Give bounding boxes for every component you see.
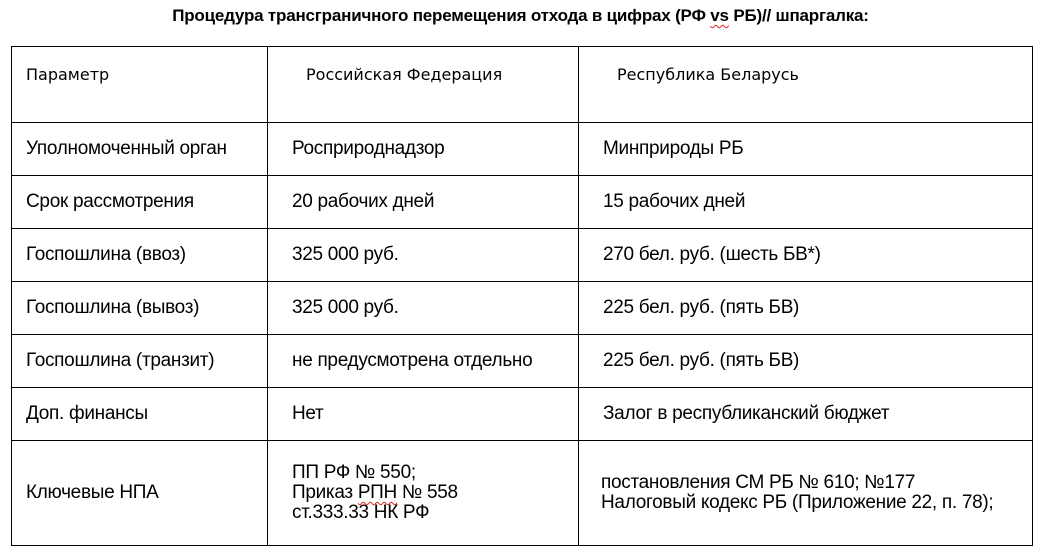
row-belarus-value: 225 бел. руб. (пять БВ) <box>579 335 1033 388</box>
spellcheck-marked-word: РПН <box>357 482 397 503</box>
row-russia-value: не предусмотрена отдельно <box>268 335 579 388</box>
row-russia-value: 325 000 руб. <box>268 229 579 282</box>
row-russia-value <box>268 441 579 546</box>
row-parameter: Госпошлина (вывоз) <box>12 282 268 335</box>
row-russia-value: 20 рабочих дней <box>268 176 579 229</box>
row-parameter: Ключевые НПА <box>12 441 268 546</box>
table-row <box>12 282 1033 335</box>
row-belarus-value <box>579 441 1033 546</box>
row-parameter: Доп. финансы <box>12 388 268 441</box>
header-belarus: Республика Беларусь <box>579 47 1033 123</box>
table-row <box>12 388 1033 441</box>
row-belarus-value: 225 бел. руб. (пять БВ) <box>579 282 1033 335</box>
russia-act-line: ПП РФ № 550; <box>292 462 416 483</box>
header-parameter: Параметр <box>12 47 268 123</box>
table-row <box>12 335 1033 388</box>
row-russia-value: 325 000 руб. <box>268 282 579 335</box>
row-russia-value: Нет <box>268 388 579 441</box>
row-belarus-value: Залог в республиканский бюджет <box>579 388 1033 441</box>
row-belarus-value: Минприроды РБ <box>579 123 1033 176</box>
comparison-table <box>11 46 1033 546</box>
row-parameter: Госпошлина (транзит) <box>12 335 268 388</box>
table-header-row <box>12 47 1033 123</box>
row-belarus-value: 270 бел. руб. (шесть БВ*) <box>579 229 1033 282</box>
spellcheck-marked-word: vs <box>710 6 729 25</box>
russia-act-line: Приказ РПН № 558 <box>292 482 458 503</box>
row-parameter: Уполномоченный орган <box>12 123 268 176</box>
table-row <box>12 123 1033 176</box>
belarus-act-line: постановления СМ РБ № 610; №177 <box>601 472 916 493</box>
table-row <box>12 229 1033 282</box>
belarus-act-line: Налоговый кодекс РБ (Приложение 22, п. 78); <box>601 492 994 513</box>
row-parameter: Срок рассмотрения <box>12 176 268 229</box>
row-belarus-value: 15 рабочих дней <box>579 176 1033 229</box>
russia-act-line: ст.333.33 НК РФ <box>292 502 430 523</box>
header-russia: Российская Федерация <box>268 47 579 123</box>
table-row <box>12 176 1033 229</box>
row-russia-value: Росприроднадзор <box>268 123 579 176</box>
table-row-key-acts <box>12 441 1033 546</box>
page-title: Процедура трансграничного перемещения отхода в цифрах (РФ vs РБ)// шпаргалка: <box>172 6 869 25</box>
row-parameter: Госпошлина (ввоз) <box>12 229 268 282</box>
